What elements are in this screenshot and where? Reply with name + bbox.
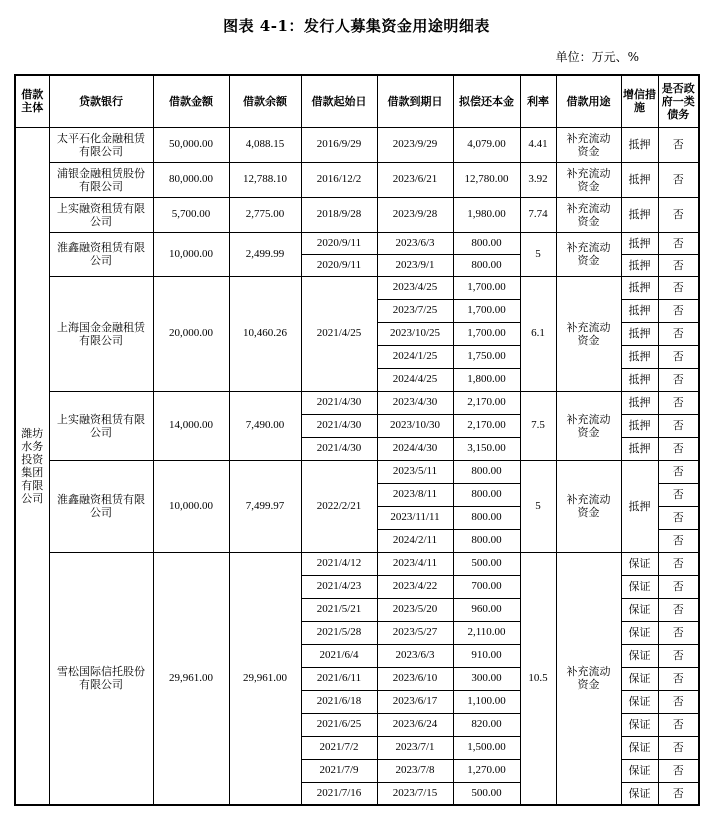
usage-cell: 补充流动资金 <box>556 127 621 162</box>
header-amount: 借款金额 <box>153 75 229 127</box>
repay-cell: 1,700.00 <box>453 299 520 322</box>
measure-cell: 抵押 <box>621 276 658 299</box>
end-date-cell: 2023/8/11 <box>377 483 453 506</box>
gov-debt-cell: 否 <box>658 345 699 368</box>
end-date-cell: 2024/4/25 <box>377 368 453 391</box>
repay-cell: 800.00 <box>453 254 520 276</box>
balance-cell: 7,499.97 <box>229 460 301 552</box>
start-date-cell: 2020/9/11 <box>301 254 377 276</box>
repay-cell: 910.00 <box>453 644 520 667</box>
repay-cell: 800.00 <box>453 529 520 552</box>
repay-cell: 4,079.00 <box>453 127 520 162</box>
end-date-cell: 2023/7/15 <box>377 782 453 805</box>
gov-debt-cell: 否 <box>658 598 699 621</box>
gov-debt-cell: 否 <box>658 529 699 552</box>
gov-debt-cell: 否 <box>658 368 699 391</box>
end-date-cell: 2023/10/30 <box>377 414 453 437</box>
repay-cell: 1,100.00 <box>453 690 520 713</box>
repay-cell: 1,980.00 <box>453 197 520 232</box>
rate-cell: 4.41 <box>520 127 556 162</box>
start-date-cell: 2022/2/21 <box>301 460 377 552</box>
table-row <box>15 460 699 483</box>
bank-cell: 太平石化金融租赁有限公司 <box>49 127 153 162</box>
table-row <box>15 162 699 197</box>
header-end-date: 借款到期日 <box>377 75 453 127</box>
repay-cell: 800.00 <box>453 506 520 529</box>
repay-cell: 3,150.00 <box>453 437 520 460</box>
gov-debt-cell: 否 <box>658 460 699 483</box>
usage-cell: 补充流动资金 <box>556 460 621 552</box>
end-date-cell: 2023/6/17 <box>377 690 453 713</box>
loan-detail-table <box>14 74 700 806</box>
amount-cell: 10,000.00 <box>153 460 229 552</box>
end-date-cell: 2023/5/27 <box>377 621 453 644</box>
measure-cell: 保证 <box>621 667 658 690</box>
repay-cell: 1,700.00 <box>453 322 520 345</box>
start-date-cell: 2021/4/30 <box>301 414 377 437</box>
repay-cell: 1,800.00 <box>453 368 520 391</box>
measure-cell: 抵押 <box>621 254 658 276</box>
end-date-cell: 2023/7/25 <box>377 299 453 322</box>
start-date-cell: 2021/5/21 <box>301 598 377 621</box>
balance-cell: 2,499.99 <box>229 232 301 276</box>
end-date-cell: 2023/11/11 <box>377 506 453 529</box>
measure-cell: 抵押 <box>621 127 658 162</box>
start-date-cell: 2021/4/30 <box>301 437 377 460</box>
end-date-cell: 2023/4/11 <box>377 552 453 575</box>
end-date-cell: 2023/6/3 <box>377 644 453 667</box>
start-date-cell: 2021/5/28 <box>301 621 377 644</box>
balance-cell: 2,775.00 <box>229 197 301 232</box>
end-date-cell: 2023/4/25 <box>377 276 453 299</box>
repay-cell: 800.00 <box>453 483 520 506</box>
rate-cell: 7.74 <box>520 197 556 232</box>
end-date-cell: 2023/5/11 <box>377 460 453 483</box>
amount-cell: 29,961.00 <box>153 552 229 805</box>
borrower-cell: 潍坊水务投资集团有限公司 <box>15 127 49 805</box>
gov-debt-cell: 否 <box>658 322 699 345</box>
header-repay: 拟偿还本金 <box>453 75 520 127</box>
measure-cell: 抵押 <box>621 232 658 254</box>
measure-cell: 保证 <box>621 598 658 621</box>
gov-debt-cell: 否 <box>658 127 699 162</box>
end-date-cell: 2024/2/11 <box>377 529 453 552</box>
bank-cell: 浦银金融租赁股份有限公司 <box>49 162 153 197</box>
end-date-cell: 2023/7/8 <box>377 759 453 782</box>
header-bank: 贷款银行 <box>49 75 153 127</box>
end-date-cell: 2023/9/28 <box>377 197 453 232</box>
measure-cell: 抵押 <box>621 345 658 368</box>
usage-cell: 补充流动资金 <box>556 276 621 391</box>
end-date-cell: 2023/7/1 <box>377 736 453 759</box>
measure-cell: 抵押 <box>621 299 658 322</box>
start-date-cell: 2021/4/25 <box>301 276 377 391</box>
measure-cell: 抵押 <box>621 391 658 414</box>
end-date-cell: 2023/4/30 <box>377 391 453 414</box>
table-row <box>15 197 699 232</box>
usage-cell: 补充流动资金 <box>556 391 621 460</box>
gov-debt-cell: 否 <box>658 736 699 759</box>
amount-cell: 14,000.00 <box>153 391 229 460</box>
end-date-cell: 2023/6/3 <box>377 232 453 254</box>
end-date-cell: 2023/5/20 <box>377 598 453 621</box>
bank-cell: 上实融资租赁有限公司 <box>49 391 153 460</box>
amount-cell: 80,000.00 <box>153 162 229 197</box>
bank-cell: 雪松国际信托股份有限公司 <box>49 552 153 805</box>
gov-debt-cell: 否 <box>658 506 699 529</box>
gov-debt-cell: 否 <box>658 299 699 322</box>
rate-cell: 5 <box>520 232 556 276</box>
measure-cell: 抵押 <box>621 460 658 552</box>
repay-cell: 500.00 <box>453 552 520 575</box>
amount-cell: 50,000.00 <box>153 127 229 162</box>
table-row <box>15 127 699 162</box>
amount-cell: 10,000.00 <box>153 232 229 276</box>
rate-cell: 10.5 <box>520 552 556 805</box>
measure-cell: 保证 <box>621 736 658 759</box>
measure-cell: 抵押 <box>621 414 658 437</box>
repay-cell: 500.00 <box>453 782 520 805</box>
start-date-cell: 2021/7/16 <box>301 782 377 805</box>
balance-cell: 12,788.10 <box>229 162 301 197</box>
repay-cell: 700.00 <box>453 575 520 598</box>
start-date-cell: 2021/4/23 <box>301 575 377 598</box>
rate-cell: 7.5 <box>520 391 556 460</box>
table-row <box>15 276 699 299</box>
gov-debt-cell: 否 <box>658 713 699 736</box>
usage-cell: 补充流动资金 <box>556 232 621 276</box>
header-measure: 增信措施 <box>621 75 658 127</box>
repay-cell: 2,170.00 <box>453 391 520 414</box>
gov-debt-cell: 否 <box>658 232 699 254</box>
header-row <box>15 75 699 127</box>
header-start-date: 借款起始日 <box>301 75 377 127</box>
measure-cell: 抵押 <box>621 368 658 391</box>
end-date-cell: 2024/1/25 <box>377 345 453 368</box>
measure-cell: 抵押 <box>621 197 658 232</box>
repay-cell: 800.00 <box>453 232 520 254</box>
start-date-cell: 2021/7/9 <box>301 759 377 782</box>
start-date-cell: 2021/7/2 <box>301 736 377 759</box>
repay-cell: 2,110.00 <box>453 621 520 644</box>
rate-cell: 3.92 <box>520 162 556 197</box>
table-row <box>15 391 699 414</box>
start-date-cell: 2021/6/11 <box>301 667 377 690</box>
bank-cell: 淮鑫融资租赁有限公司 <box>49 460 153 552</box>
table-row <box>15 232 699 254</box>
gov-debt-cell: 否 <box>658 414 699 437</box>
header-usage: 借款用途 <box>556 75 621 127</box>
gov-debt-cell: 否 <box>658 621 699 644</box>
repay-cell: 1,700.00 <box>453 276 520 299</box>
page-title: 图表 4-1：发行人募集资金用途明细表 <box>223 17 490 35</box>
repay-cell: 800.00 <box>453 460 520 483</box>
measure-cell: 抵押 <box>621 437 658 460</box>
measure-cell: 保证 <box>621 552 658 575</box>
balance-cell: 10,460.26 <box>229 276 301 391</box>
repay-cell: 1,270.00 <box>453 759 520 782</box>
end-date-cell: 2023/6/21 <box>377 162 453 197</box>
end-date-cell: 2023/9/1 <box>377 254 453 276</box>
balance-cell: 7,490.00 <box>229 391 301 460</box>
start-date-cell: 2021/6/18 <box>301 690 377 713</box>
gov-debt-cell: 否 <box>658 759 699 782</box>
measure-cell: 抵押 <box>621 162 658 197</box>
usage-cell: 补充流动资金 <box>556 162 621 197</box>
gov-debt-cell: 否 <box>658 483 699 506</box>
balance-cell: 29,961.00 <box>229 552 301 805</box>
gov-debt-cell: 否 <box>658 575 699 598</box>
gov-debt-cell: 否 <box>658 254 699 276</box>
measure-cell: 保证 <box>621 575 658 598</box>
start-date-cell: 2021/6/4 <box>301 644 377 667</box>
repay-cell: 2,170.00 <box>453 414 520 437</box>
start-date-cell: 2016/9/29 <box>301 127 377 162</box>
gov-debt-cell: 否 <box>658 552 699 575</box>
bank-cell: 上实融资租赁有限公司 <box>49 197 153 232</box>
rate-cell: 6.1 <box>520 276 556 391</box>
header-gov-debt: 是否政府一类债务 <box>658 75 699 127</box>
balance-cell: 4,088.15 <box>229 127 301 162</box>
bank-cell: 上海国金金融租赁有限公司 <box>49 276 153 391</box>
amount-cell: 5,700.00 <box>153 197 229 232</box>
gov-debt-cell: 否 <box>658 782 699 805</box>
end-date-cell: 2023/6/10 <box>377 667 453 690</box>
header-rate: 利率 <box>520 75 556 127</box>
measure-cell: 保证 <box>621 713 658 736</box>
repay-cell: 12,780.00 <box>453 162 520 197</box>
header-borrower: 借款主体 <box>15 75 49 127</box>
measure-cell: 保证 <box>621 621 658 644</box>
amount-cell: 20,000.00 <box>153 276 229 391</box>
gov-debt-cell: 否 <box>658 391 699 414</box>
unit-label: 单位：万元、% <box>555 50 639 64</box>
measure-cell: 保证 <box>621 759 658 782</box>
end-date-cell: 2023/10/25 <box>377 322 453 345</box>
gov-debt-cell: 否 <box>658 162 699 197</box>
end-date-cell: 2023/4/22 <box>377 575 453 598</box>
start-date-cell: 2021/4/12 <box>301 552 377 575</box>
start-date-cell: 2018/9/28 <box>301 197 377 232</box>
start-date-cell: 2021/6/25 <box>301 713 377 736</box>
header-balance: 借款余额 <box>229 75 301 127</box>
start-date-cell: 2020/9/11 <box>301 232 377 254</box>
repay-cell: 820.00 <box>453 713 520 736</box>
usage-cell: 补充流动资金 <box>556 552 621 805</box>
rate-cell: 5 <box>520 460 556 552</box>
end-date-cell: 2023/9/29 <box>377 127 453 162</box>
gov-debt-cell: 否 <box>658 197 699 232</box>
usage-cell: 补充流动资金 <box>556 197 621 232</box>
repay-cell: 960.00 <box>453 598 520 621</box>
measure-cell: 抵押 <box>621 322 658 345</box>
start-date-cell: 2021/4/30 <box>301 391 377 414</box>
gov-debt-cell: 否 <box>658 276 699 299</box>
gov-debt-cell: 否 <box>658 667 699 690</box>
repay-cell: 1,750.00 <box>453 345 520 368</box>
gov-debt-cell: 否 <box>658 690 699 713</box>
end-date-cell: 2024/4/30 <box>377 437 453 460</box>
gov-debt-cell: 否 <box>658 437 699 460</box>
table-row <box>15 552 699 575</box>
measure-cell: 保证 <box>621 644 658 667</box>
measure-cell: 保证 <box>621 782 658 805</box>
measure-cell: 保证 <box>621 690 658 713</box>
start-date-cell: 2016/12/2 <box>301 162 377 197</box>
bank-cell: 淮鑫融资租赁有限公司 <box>49 232 153 276</box>
end-date-cell: 2023/6/24 <box>377 713 453 736</box>
repay-cell: 1,500.00 <box>453 736 520 759</box>
repay-cell: 300.00 <box>453 667 520 690</box>
gov-debt-cell: 否 <box>658 644 699 667</box>
